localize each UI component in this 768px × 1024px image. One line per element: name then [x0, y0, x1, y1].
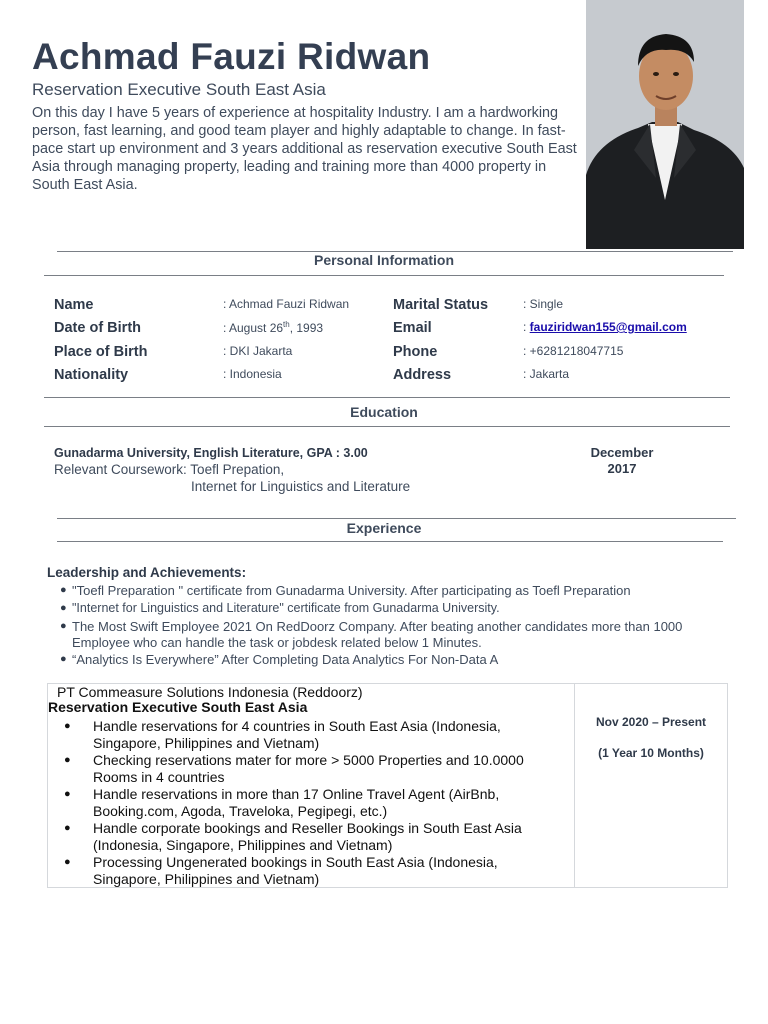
bullet-icon: ●: [60, 620, 67, 632]
education-coursework-2: Internet for Linguistics and Literature: [191, 479, 411, 494]
bullet-icon: ●: [60, 584, 67, 596]
duty-item: [64, 820, 569, 854]
bullet-icon: ●: [64, 788, 71, 800]
achievement-item: [60, 583, 720, 599]
achievement-item: [60, 601, 720, 617]
education-date-year: 2017: [607, 461, 637, 476]
achievement-text: "Toefl Preparation " certificate from Gunadarma University. After participating as Toefl Preparation: [72, 583, 631, 598]
dob-ordinal: th: [283, 320, 290, 329]
bullet-icon: ●: [64, 754, 71, 766]
section-rule: [44, 275, 724, 276]
nationality-label: Nationality: [54, 367, 129, 383]
duty-item: [64, 786, 569, 820]
candidate-name: Achmad Fauzi Ridwan: [32, 36, 431, 77]
job-period: Nov 2020 – Present: [595, 715, 707, 729]
bullet-icon: ●: [64, 856, 71, 868]
education-degree: Gunadarma University, English Literature, GPA : 3.00: [54, 446, 368, 460]
job-title: Reservation Executive South East Asia: [32, 80, 326, 99]
marital-label: Marital Status: [393, 297, 489, 313]
email-label: Email: [393, 320, 432, 336]
experience-title: Experience: [346, 520, 422, 536]
achievement-item: [60, 619, 720, 650]
bullet-icon: ●: [64, 822, 71, 834]
bullet-icon: ●: [60, 653, 67, 665]
achievement-item: [60, 652, 720, 668]
email-colon: :: [523, 320, 530, 334]
education-date-month: December: [590, 445, 654, 460]
bullet-icon: ●: [64, 720, 71, 732]
duty-text: Processing Ungenerated bookings in South East Asia (Indonesia, Singapore, Philippines and Vietnam): [93, 854, 498, 887]
personal-info-title: Personal Information: [313, 252, 455, 268]
duty-item: [64, 718, 569, 752]
name-value: : Achmad Fauzi Ridwan: [223, 297, 350, 311]
job-duration: (1 Year 10 Months): [598, 746, 704, 760]
section-rule: [57, 541, 723, 542]
email-link[interactable]: fauziridwan155@gmail.com: [529, 320, 687, 334]
achievement-text: “Analytics Is Everywhere” After Completing Data Analytics For Non-Data A: [72, 652, 499, 667]
profile-summary: On this day I have 5 years of experience at hospitality Industry. I am a hardworking person, fast learning, and good team player and highly adaptable to change. In fast- pace start up environment and 3 years additional as reservation executive South East Asia through managing property, leading and training more than 4000 property in South East Asia.: [32, 105, 577, 193]
phone-value: : +6281218047715: [523, 344, 624, 358]
education-coursework: Relevant Coursework: Toefl Prepation,: [54, 462, 285, 477]
nationality-value: : Indonesia: [223, 367, 282, 381]
name-label: Name: [54, 297, 94, 313]
job-entry-table: [47, 683, 728, 888]
duty-text: Checking reservations mater for more > 5000 Properties and 10.0000 Rooms in 4 countries: [93, 752, 524, 785]
dob-year: , 1993: [289, 321, 324, 335]
duty-item: [64, 854, 569, 888]
company-name: PT Commeasure Solutions Indonesia (Reddoorz): [57, 684, 363, 700]
pob-value: : DKI Jakarta: [223, 344, 293, 358]
dob-value: [223, 320, 323, 335]
leadership-title: Leadership and Achievements:: [47, 565, 247, 580]
duty-text: Handle corporate bookings and Reseller Bookings in South East Asia (Indonesia, Singapore, Philippines and Vietnam): [93, 820, 522, 853]
education-title: Education: [350, 404, 418, 420]
address-label: Address: [393, 367, 452, 383]
pob-label: Place of Birth: [54, 344, 148, 360]
bullet-icon: ●: [60, 602, 67, 614]
marital-value: : Single: [523, 297, 564, 311]
dob-day: : August 26: [223, 321, 284, 335]
section-rule: [57, 518, 736, 519]
achievement-text: The Most Swift Employee 2021 On RedDoorz Company. After beating another candidates more than 1000 Employee who can handle the task or jobdesk related below 1 Minutes.: [72, 619, 683, 650]
email-value: [523, 320, 687, 334]
section-rule: [44, 397, 730, 398]
achievement-text: "Internet for Linguistics and Literature" certificate from Gunadarma University.: [72, 601, 500, 615]
duty-text: Handle reservations in more than 17 Online Travel Agent (AirBnb, Booking.com, Agoda, Traveloka, Pegipegi, etc.): [93, 786, 500, 819]
duty-item: [64, 752, 569, 786]
job-role: Reservation Executive South East Asia: [48, 699, 308, 715]
address-value: : Jakarta: [523, 367, 570, 381]
duty-text: Handle reservations for 4 countries in South East Asia (Indonesia, Singapore, Philippines and Vietnam): [93, 718, 501, 751]
profile-photo: [586, 0, 744, 249]
profile-photo-illustration: [586, 0, 744, 249]
phone-label: Phone: [393, 344, 438, 360]
section-rule: [44, 426, 730, 427]
dob-label: Date of Birth: [54, 320, 141, 336]
